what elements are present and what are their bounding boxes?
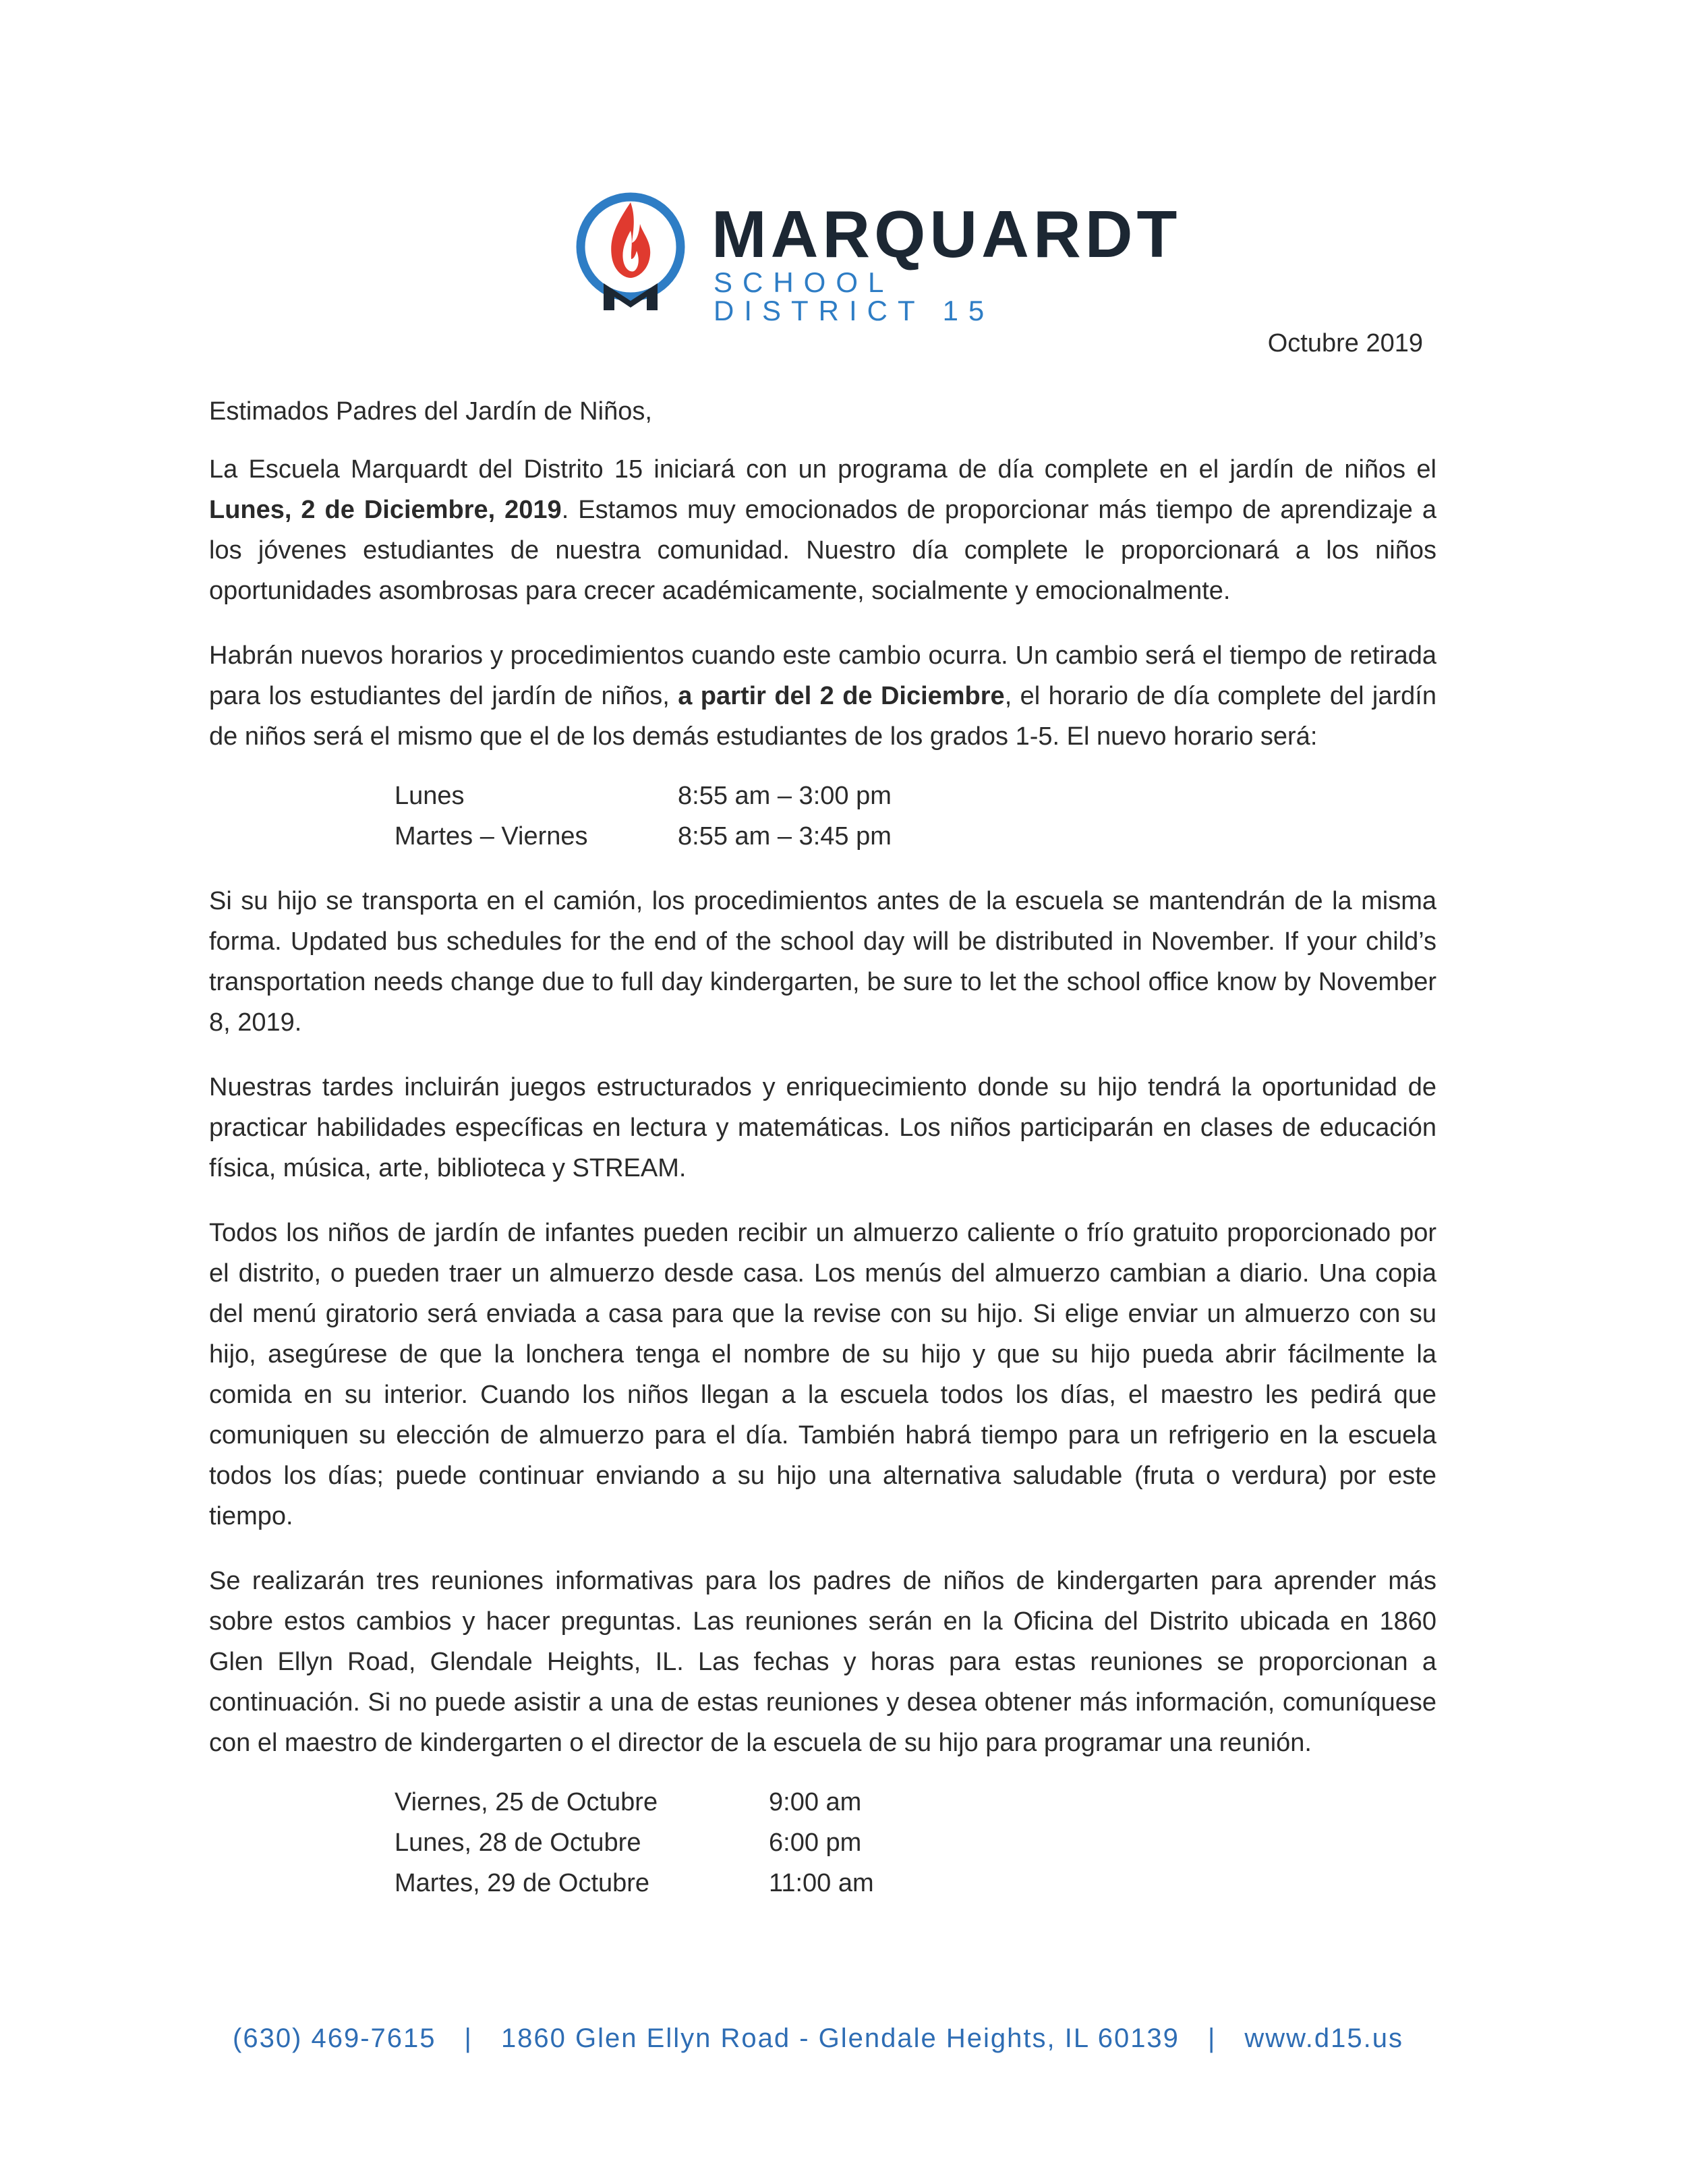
meeting-time: 6:00 pm bbox=[769, 1829, 862, 1857]
table-row bbox=[395, 776, 892, 816]
footer-separator: | bbox=[1207, 2023, 1217, 2053]
table-row bbox=[395, 1863, 874, 1903]
footer-address: 1860 Glen Ellyn Road - Glendale Heights, IL 60139 bbox=[500, 2023, 1180, 2053]
text-span: Habrán nuevos horarios y procedimientos cuando este cambio ocurra. Un cambio será el tiempo de retirada para los estudiantes del jardín de niños, bbox=[209, 641, 1436, 710]
meetings-table bbox=[395, 1782, 874, 1903]
table-row bbox=[395, 816, 892, 857]
schedule-table bbox=[395, 776, 892, 857]
meeting-date: Lunes, 28 de Octubre bbox=[395, 1829, 641, 1857]
meeting-time: 9:00 am bbox=[769, 1788, 862, 1816]
text-span: La Escuela Marquardt del Distrito 15 iniciará con un programa de día complete en el jardín de niños el bbox=[209, 455, 1436, 484]
district-logo bbox=[570, 189, 1182, 326]
salutation: Estimados Padres del Jardín de Niños, bbox=[209, 397, 652, 426]
table-row bbox=[395, 1822, 874, 1863]
logo-title: MARQUARDT bbox=[711, 197, 1182, 271]
footer-website[interactable]: www.d15.us bbox=[1244, 2023, 1403, 2053]
footer-phone: (630) 469-7615 bbox=[233, 2023, 436, 2053]
paragraph-program-intro bbox=[209, 449, 1436, 611]
schedule-day: Martes – Viernes bbox=[395, 822, 588, 851]
paragraph-afternoons: Nuestras tardes incluirán juegos estructurados y enriquecimiento donde su hijo tendrá la oportunidad de practicar habilidades específicas en lectura y matemáticas. Los niños participarán en clases de educación física, música, arte, biblioteca y STREAM. bbox=[209, 1073, 1436, 1182]
schedule-time: 8:55 am – 3:45 pm bbox=[678, 822, 892, 851]
letter-body bbox=[209, 391, 1436, 1928]
meeting-time: 11:00 am bbox=[769, 1869, 874, 1897]
paragraph-meetings: Se realizarán tres reuniones informativas para los padres de niños de kindergarten para aprender más sobre estos cambios y hacer preguntas. Las reuniones serán en la Oficina del Distrito ubicada en 1860 Glen Ellyn Road, Glendale Heights, IL. Las fechas y horas para estas reuniones se proporcionan a continuación. Si no puede asistir a una de estas reuniones y desea obtener más información, comuníquese con el maestro de kindergarten o el director de la escuela de su hijo para programar una reunión. bbox=[209, 1567, 1436, 1757]
paragraph-transportation: Si su hijo se transporta en el camión, los procedimientos antes de la escuela se mantendrán de la misma forma. Updated bus schedules for the end of the school day will be distributed in November. If your child’s transportation needs change due to full day kindergarten, be sure to let the school office know by November 8, 2019. bbox=[209, 887, 1436, 1037]
meeting-date: Viernes, 25 de Octubre bbox=[395, 1788, 658, 1816]
footer-separator: | bbox=[464, 2023, 473, 2053]
schedule-time: 8:55 am – 3:00 pm bbox=[678, 782, 892, 810]
paragraph-lunch: Todos los niños de jardín de infantes pueden recibir un almuerzo caliente o frío gratuito proporcionado por el distrito, o pueden traer un almuerzo desde casa. Los menús del almuerzo cambian a diario. Una copia del menú giratorio será enviada a casa para que la revise con su hijo. Si elige enviar un almuerzo con su hijo, asegúrese de que la lonchera tenga el nombre de su hijo y que su hijo pueda abrir fácilmente la comida en su interior. Cuando los niños llegan a la escuela todos los días, el maestro les pedirá que comuniquen su elección de almuerzo para el día. También habrá tiempo para un refrigerio en la escuela todos los días; puede continuar enviando a su hijo una alternativa saludable (fruta o verdura) por este tiempo. bbox=[209, 1219, 1436, 1530]
start-date-emphasis: Lunes, 2 de Diciembre, 2019 bbox=[209, 496, 562, 524]
text-span: . Estamos muy emocionados de proporcionar más tiempo de aprendizaje a los jóvenes estudiantes de nuestra comunidad. Nuestro día complete le proporcionará a los niños oportunidades asombrosas para crecer académicamente, socialmente y emocionalmente. bbox=[209, 496, 1436, 605]
district-emblem-icon bbox=[570, 189, 691, 310]
paragraph-new-schedule bbox=[209, 635, 1436, 757]
letter-date: Octubre 2019 bbox=[1267, 329, 1423, 357]
letter-footer bbox=[233, 2023, 1487, 2054]
logo-subtitle: SCHOOL DISTRICT 15 bbox=[714, 266, 995, 326]
table-row bbox=[395, 1782, 874, 1822]
text-span: , el horario de día complete del jardín de niños será el mismo que el de los demás estudiantes de los grados 1-5. El nuevo horario será: bbox=[209, 682, 1436, 751]
effective-date-emphasis: a partir del 2 de Diciembre bbox=[678, 682, 1005, 710]
schedule-day: Lunes bbox=[395, 782, 465, 810]
meeting-date: Martes, 29 de Octubre bbox=[395, 1869, 650, 1897]
